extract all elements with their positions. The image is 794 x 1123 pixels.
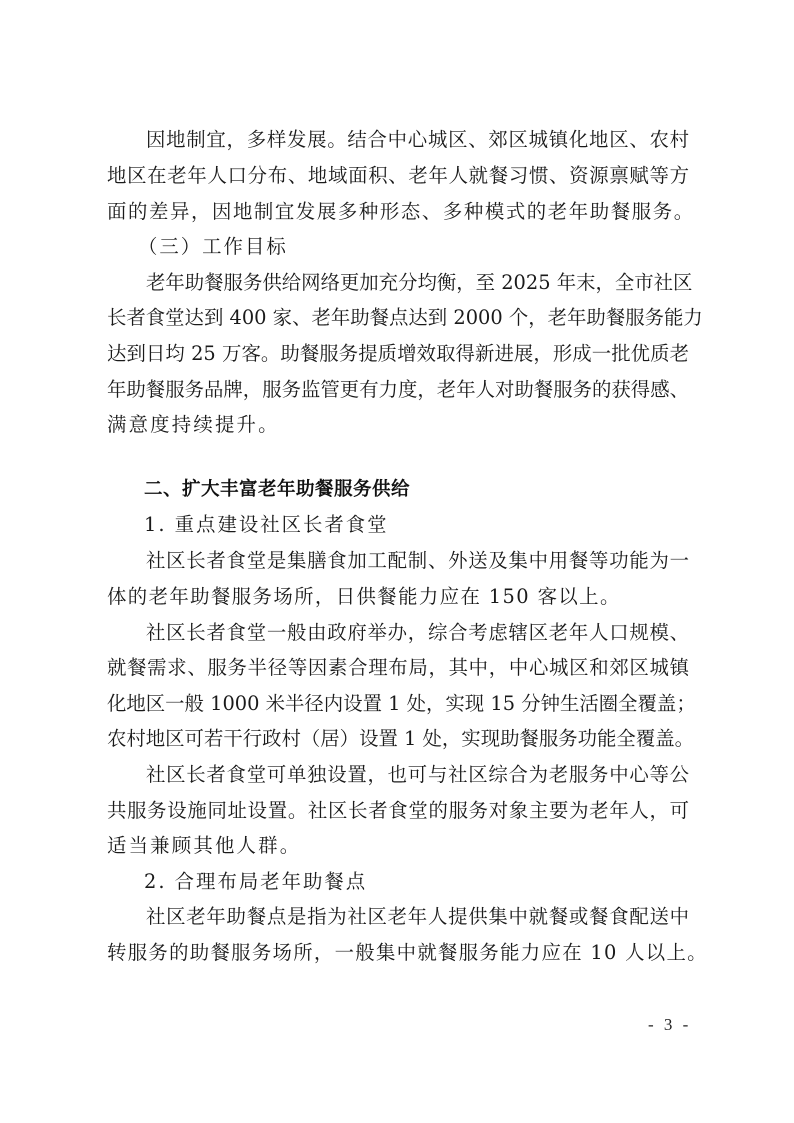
page-number: - 3 - [648,1015,692,1034]
paragraph-line: 体的老年助餐服务场所，日供餐能力应在 150 客以上。 [107,585,621,608]
paragraph-line: 长者食堂达到 400 家、老年助餐点达到 2000 个，老年助餐服务能力 [107,306,703,329]
paragraph-line: 社区长者食堂一般由政府举办，综合考虑辖区老年人口规模、 [146,621,689,644]
paragraph-line: 社区长者食堂可单独设置，也可与社区综合为老服务中心等公 [146,763,689,786]
paragraph-line: 化地区一般 1000 米半径内设置 1 处，实现 15 分钟生活圈全覆盖； [107,692,696,715]
paragraph-line: 老年助餐服务供给网络更加充分均衡，至 2025 年末，全市社区 [146,271,693,294]
paragraph-line: 满意度持续提升。 [107,413,280,436]
paragraph-line: 共服务设施同址设置。社区长者食堂的服务对象主要为老年人，可 [107,799,689,822]
paragraph-line: 达到日均 25 万客。助餐服务提质增效取得新进展，形成一批优质老 [107,342,689,365]
paragraph-line: 农村地区可若干行政村（居）设置 1 处，实现助餐服务功能全覆盖。 [107,727,694,750]
paragraph-line: 社区老年助餐点是指为社区老年人提供集中就餐或餐食配送中 [146,905,689,928]
section-subheading-meal-points: 2. 合理布局老年助餐点 [144,870,368,893]
paragraph-line: 因地制宜，多样发展。结合中心城区、郊区城镇化地区、农村 [146,128,689,151]
section-subheading-work-goals: （三）工作目标 [138,235,288,258]
paragraph-line: 地区在老年人口分布、地域面积、老年人就餐习惯、资源禀赋等方 [107,164,689,187]
paragraph-line: 社区长者食堂是集膳食加工配制、外送及集中用餐等功能为一 [146,549,689,572]
paragraph-line: 转服务的助餐服务场所，一般集中就餐服务能力应在 10 人以上。 [107,941,708,964]
section-heading: 二、扩大丰富老年助餐服务供给 [144,479,411,500]
paragraph-line: 年助餐服务品牌，服务监管更有力度，老年人对助餐服务的获得感、 [107,378,689,401]
section-subheading-canteen: 1. 重点建设社区长者食堂 [144,513,389,536]
paragraph-line: 就餐需求、服务半径等因素合理布局，其中，中心城区和郊区城镇 [107,656,689,679]
paragraph-line: 适当兼顾其他人群。 [107,834,302,857]
paragraph-line: 面的差异，因地制宜发展多种形态、多种模式的老年助餐服务。 [107,200,695,223]
